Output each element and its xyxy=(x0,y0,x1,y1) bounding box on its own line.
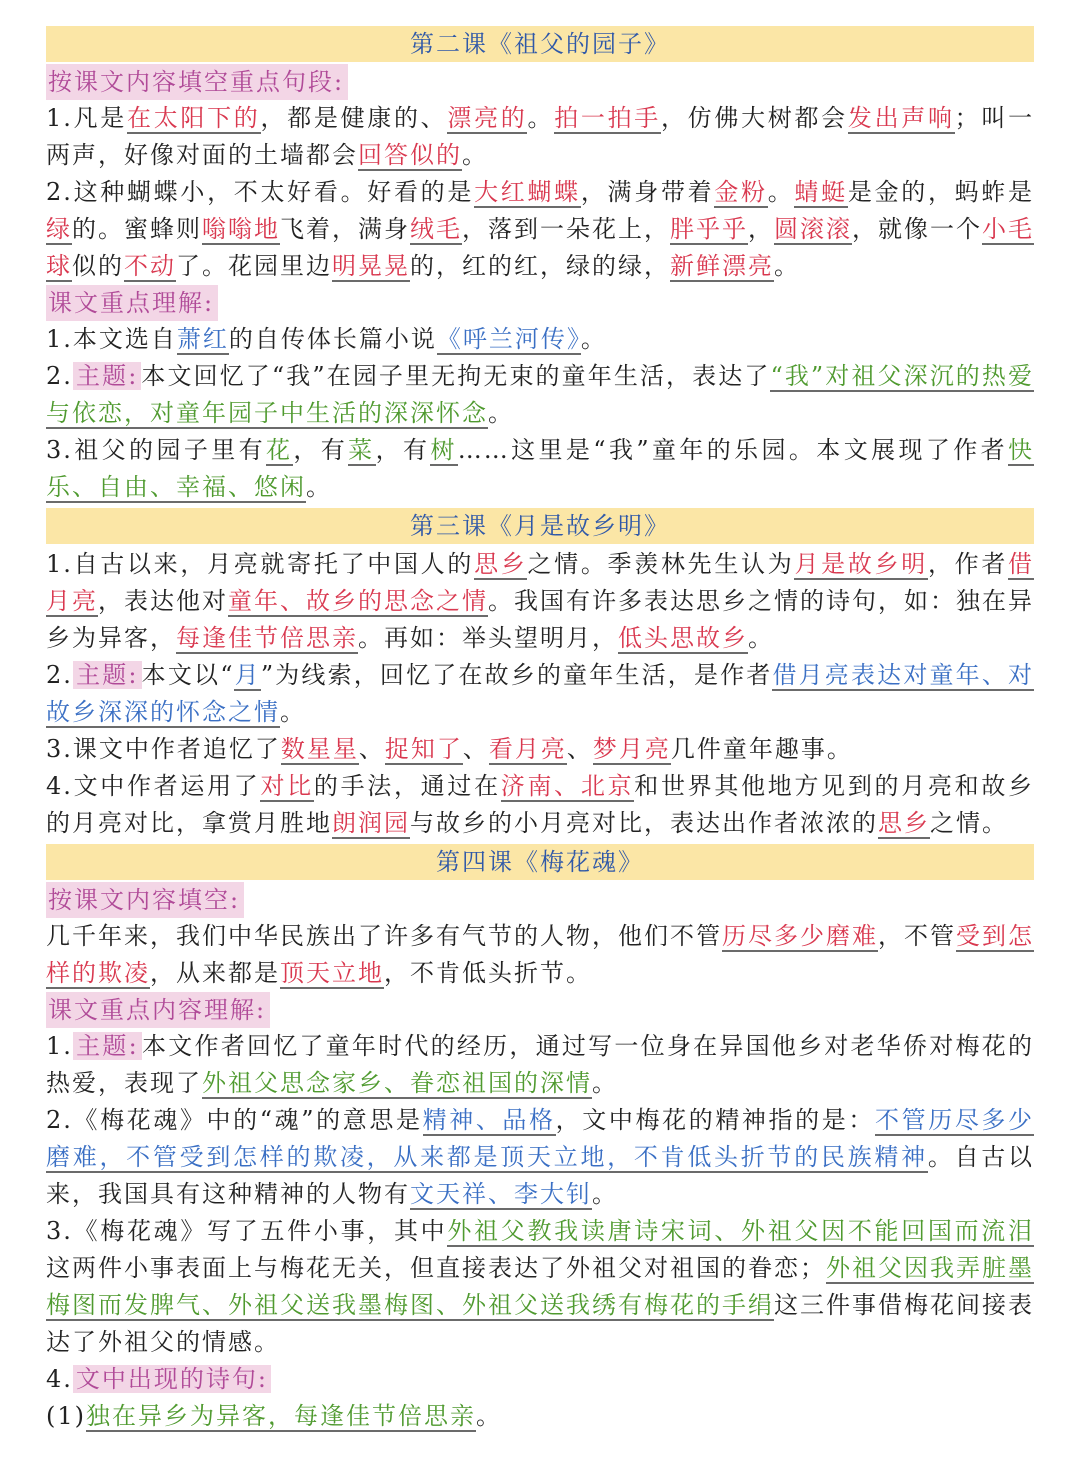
text-run: 、 xyxy=(358,735,385,763)
text-run: 1. xyxy=(46,1032,73,1060)
text-run: 。我国有许多表达思乡之情的诗句，如：独在异乡为异客， xyxy=(46,587,1034,652)
topic-label: 主题: xyxy=(73,661,142,689)
text-run: 。再如：举头望明月， xyxy=(358,624,618,652)
text-run: 。 xyxy=(774,252,800,280)
highlighted-answer: 新鲜漂亮 xyxy=(670,252,774,280)
text-run: ，不肯低头折节。 xyxy=(384,959,592,987)
text-run: ，作者 xyxy=(927,550,1009,578)
paragraph xyxy=(46,1361,1034,1398)
paragraph xyxy=(46,1102,1034,1213)
text-run: 。 xyxy=(280,698,306,726)
paragraph xyxy=(46,100,1034,174)
text-run: 几件童年趣事。 xyxy=(670,735,853,763)
highlighted-answer: 快乐、自由、幸福、悠闲 xyxy=(46,436,1035,501)
text-run: ，表达他对 xyxy=(98,587,228,615)
highlighted-answer: 绒毛 xyxy=(410,215,462,243)
highlighted-answer: 借月亮 xyxy=(46,550,1035,615)
section-heading: 课文重点理解: xyxy=(46,285,218,321)
paragraph xyxy=(46,1028,1034,1102)
highlighted-answer: 每逢佳节倍思亲 xyxy=(176,624,358,652)
text-run: 这两件小事表面上与梅花无关，但直接表达了外祖父对祖国的眷恋； xyxy=(46,1254,826,1282)
text-run: 。 xyxy=(462,141,488,169)
text-run: 3.课文中作者追忆了 xyxy=(46,735,281,763)
highlighted-answer: 月是故乡明 xyxy=(794,550,928,578)
text-run: 2. xyxy=(46,362,73,390)
highlighted-answer: 童年、故乡的思念之情 xyxy=(228,587,488,615)
paragraph xyxy=(46,432,1034,506)
highlighted-answer: 漂亮的 xyxy=(447,104,528,132)
text-run: 1.凡是 xyxy=(46,104,127,132)
highlighted-answer: 小毛球 xyxy=(46,215,1034,280)
highlighted-answer: 拍一拍手 xyxy=(554,104,661,132)
highlighted-answer: 嗡嗡地 xyxy=(202,215,280,243)
text-run: 之情。 xyxy=(930,809,1008,837)
text-run: 3.祖父的园子里有 xyxy=(46,436,266,464)
highlighted-answer: 看月亮 xyxy=(488,735,567,763)
text-run: 本文回忆了“我”在园子里无拘无束的童年生活，表达了 xyxy=(141,362,771,390)
text-run: 1.自古以来，月亮就寄托了中国人的 xyxy=(46,550,475,578)
text-run: 、 xyxy=(462,735,489,763)
highlighted-answer: 思乡 xyxy=(878,809,930,837)
highlighted-answer: 朗润园 xyxy=(332,809,410,837)
highlighted-answer: 外祖父教我读唐诗宋词、外祖父因不能回国而流泪 xyxy=(447,1217,1034,1245)
paragraph xyxy=(46,1213,1034,1361)
highlighted-answer: 萧红 xyxy=(176,325,229,353)
text-run: ，有 xyxy=(293,436,349,464)
topic-label: 主题: xyxy=(73,1032,142,1060)
text-run: 。自古以来，我国具有这种精神的人物有 xyxy=(46,1143,1035,1208)
text-run: 之情。季羡林先生认为 xyxy=(527,550,795,578)
text-run: 本文作者回忆了童年时代的经历，通过写一位身在异国他乡对老华侨对梅花的热爱，表现了 xyxy=(46,1032,1035,1097)
text-run: ， xyxy=(748,215,774,243)
text-run: 的。蜜蜂则 xyxy=(72,215,202,243)
highlighted-answer: 低头思故乡 xyxy=(618,624,748,652)
highlighted-answer: 数星星 xyxy=(280,735,359,763)
highlighted-answer: 花 xyxy=(266,436,294,464)
highlighted-answer: 思乡 xyxy=(474,550,528,578)
highlighted-answer: 外祖父因我弄脏墨梅图而发脾气、外祖父送我墨梅图、外祖父送我绣有梅花的手绢 xyxy=(46,1254,1034,1319)
text-run: 是金的，蚂蚱是 xyxy=(847,178,1035,206)
text-run: 。 xyxy=(592,1180,618,1208)
text-run: ，不管 xyxy=(878,922,956,950)
text-run: 2.《梅花魂》中的“魂”的意思是 xyxy=(46,1106,423,1134)
text-run: 4. xyxy=(46,1365,73,1393)
text-run: ，仿佛大树都会 xyxy=(660,104,848,132)
text-run: ，有 xyxy=(375,436,431,464)
text-run: 1.本文选自 xyxy=(46,325,177,353)
highlighted-answer: 济南、北京 xyxy=(500,772,635,800)
highlighted-answer: 独在异乡为异客，每逢佳节倍思亲 xyxy=(86,1402,476,1430)
highlighted-answer: 发出声响 xyxy=(847,104,955,132)
text-run: ，就像一个 xyxy=(852,215,982,243)
topic-label: 文中出现的诗句: xyxy=(73,1365,271,1393)
highlighted-answer: 受到怎样的欺凌 xyxy=(46,922,1034,987)
paragraph xyxy=(46,546,1034,657)
highlighted-answer: 圆滚滚 xyxy=(774,215,852,243)
text-run: 2.这种蝴蝶小，不太好看。好看的是 xyxy=(46,178,475,206)
text-run: 了。花园里边 xyxy=(176,252,332,280)
paragraph xyxy=(46,731,1034,768)
text-run: ，满身带着 xyxy=(580,178,715,206)
highlighted-answer: 月 xyxy=(234,661,261,689)
highlighted-answer: 蜻蜓 xyxy=(794,178,848,206)
highlighted-answer: 在太阳下的 xyxy=(127,104,261,132)
highlighted-answer: 历尽多少磨难 xyxy=(722,922,878,950)
text-run: 的，红的红，绿的绿， xyxy=(410,252,670,280)
lesson-title: 第三课《月是故乡明》 xyxy=(46,508,1034,544)
section-heading: 按课文内容填空重点句段: xyxy=(46,64,348,100)
text-run: 和世界其他地方见到的月亮和故乡的月亮对比，拿赏月胜地 xyxy=(46,772,1035,837)
lesson-title: 第二课《祖父的园子》 xyxy=(46,26,1034,62)
text-run: 。 xyxy=(476,1402,502,1430)
text-run: 几千年来，我们中华民族出了许多有气节的人物，他们不管 xyxy=(46,922,722,950)
text-run: ，文中梅花的精神指的是： xyxy=(555,1106,875,1134)
text-run: 的手法，通过在 xyxy=(313,772,501,800)
text-run: ，都是健康的、 xyxy=(260,104,448,132)
text-run: ……这里是“我”童年的乐园。本文展现了作者 xyxy=(457,436,1009,464)
text-run: ；叫一两声，好像对面的土墙都会 xyxy=(46,104,1035,169)
text-run: 。 xyxy=(580,325,607,353)
text-run: (1) xyxy=(46,1402,86,1430)
highlighted-answer: 菜 xyxy=(348,436,376,464)
topic-label: 主题: xyxy=(73,362,141,390)
highlighted-answer: 对比 xyxy=(260,772,314,800)
highlighted-answer: 顶天立地 xyxy=(280,959,384,987)
text-run: 的自传体长篇小说 xyxy=(228,325,437,353)
highlighted-answer: 不管历尽多少磨难，不管受到怎样的欺凌，从来都是顶天立地，不肯低头折节的民族精神 xyxy=(46,1106,1035,1171)
text-run: ，落到一朵花上， xyxy=(462,215,670,243)
highlighted-answer: 梦月亮 xyxy=(592,735,671,763)
highlighted-answer: “我”对祖父深沉的热爱与依恋，对童年园子中生活的深深怀念 xyxy=(46,362,1034,427)
highlighted-answer: 明晃晃 xyxy=(332,252,410,280)
text-run: 。 xyxy=(527,104,555,132)
highlighted-answer: 胖乎乎 xyxy=(670,215,748,243)
highlighted-answer: 大红蝴蝶 xyxy=(474,178,581,206)
paragraph xyxy=(46,918,1034,992)
paragraph xyxy=(46,1398,1034,1435)
text-run: 。 xyxy=(488,399,514,427)
text-run: 。 xyxy=(767,178,795,206)
highlighted-answer: 文天祥、李大钊 xyxy=(410,1180,592,1208)
highlighted-answer: 不动 xyxy=(124,252,176,280)
text-run: 2. xyxy=(46,661,73,689)
highlighted-answer: 金粉 xyxy=(714,178,768,206)
text-run: 飞着，满身 xyxy=(280,215,410,243)
text-run: ，从来都是 xyxy=(150,959,280,987)
paragraph xyxy=(46,358,1034,432)
highlighted-answer: 借月亮表达对童年、对故乡深深的怀念之情 xyxy=(46,661,1034,726)
paragraph xyxy=(46,174,1034,285)
highlighted-answer: 外祖父思念家乡、眷恋祖国的深情 xyxy=(202,1069,592,1097)
text-run: 4.文中作者运用了 xyxy=(46,772,261,800)
text-run: 本文以“ xyxy=(141,661,235,689)
text-run: 3.《梅花魂》写了五件小事，其中 xyxy=(46,1217,448,1245)
text-run: 似的 xyxy=(72,252,124,280)
highlighted-answer: 树 xyxy=(430,436,458,464)
highlighted-answer: 精神、品格 xyxy=(422,1106,556,1134)
paragraph xyxy=(46,768,1034,842)
section-heading: 按课文内容填空: xyxy=(46,882,244,918)
text-run: 这三件事借梅花间接表达了外祖父的情感。 xyxy=(46,1291,1034,1356)
paragraph xyxy=(46,657,1034,731)
text-run: 与故乡的小月亮对比，表达出作者浓浓的 xyxy=(410,809,878,837)
text-run: 。 xyxy=(592,1069,618,1097)
text-run: 。 xyxy=(748,624,774,652)
section-heading: 课文重点内容理解: xyxy=(46,992,270,1028)
text-run: 、 xyxy=(566,735,593,763)
highlighted-answer: 《呼兰河传》 xyxy=(436,325,581,353)
notes-page xyxy=(46,24,1034,1435)
highlighted-answer: 捉知了 xyxy=(384,735,463,763)
paragraph xyxy=(46,321,1034,358)
highlighted-answer: 回答似的 xyxy=(358,141,462,169)
highlighted-answer: 绿 xyxy=(46,215,72,243)
text-run: 。 xyxy=(306,473,332,501)
text-run: ”为线索，回忆了在故乡的童年生活，是作者 xyxy=(260,661,773,689)
lesson-title: 第四课《梅花魂》 xyxy=(46,844,1034,880)
